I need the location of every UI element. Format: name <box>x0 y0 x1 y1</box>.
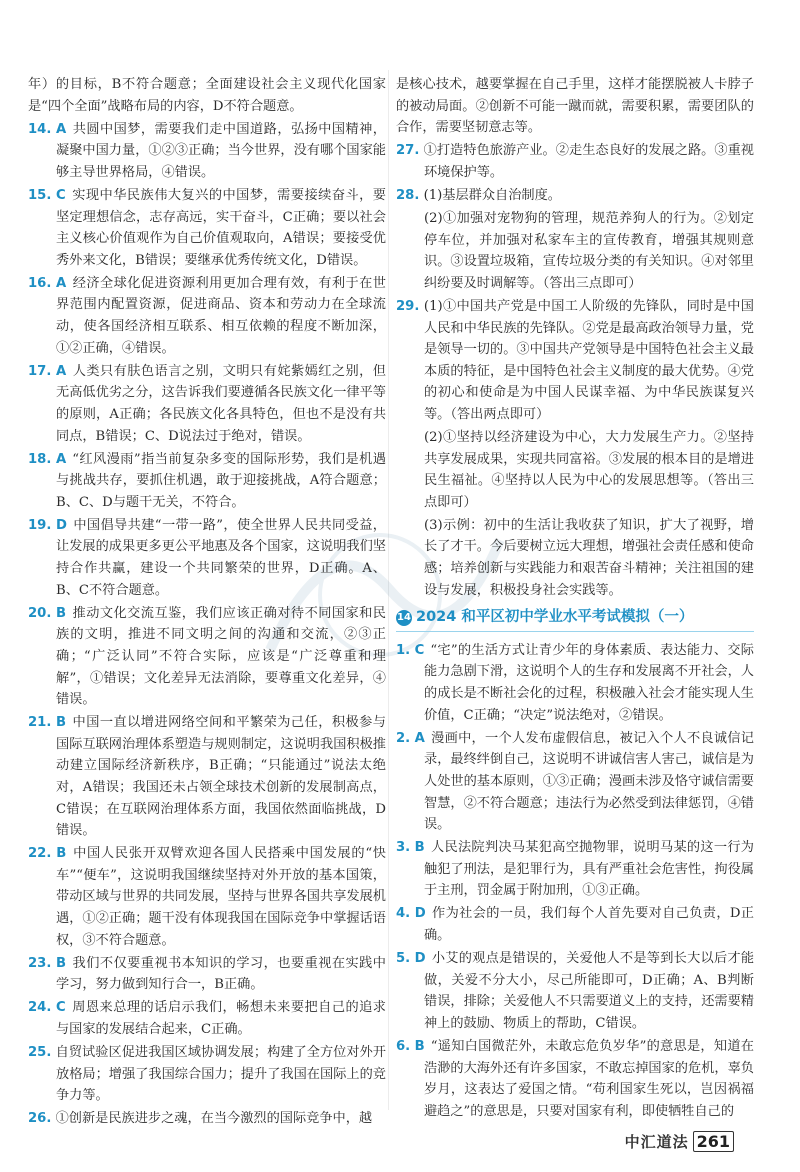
answer-subitem <box>424 208 754 294</box>
question-number: 2. <box>396 730 411 746</box>
answer-key: A <box>56 275 67 291</box>
explanation-text: 周恩来总理的话启示我们，畅想未来要把自己的追求与国家的发展结合起来，C正确。 <box>56 1000 386 1038</box>
explanation-text: 经济全球化促进资源利用更加合理有效，有利于在世界范围内配置资源，促进商品、资本和劳动力在全球流动，使各国经济相互联系、相互依赖的程度不断加深，①②正确，④错误。 <box>56 275 386 356</box>
answer-item <box>396 1036 754 1122</box>
page-number: 261 <box>693 1131 734 1152</box>
answer-key: B <box>56 955 67 971</box>
answer-key: C <box>414 642 425 658</box>
question-number: 29. <box>396 298 420 314</box>
continued-text <box>28 74 386 117</box>
answer-key: B <box>56 605 67 621</box>
continued-text <box>396 74 754 139</box>
answer-item <box>396 728 754 836</box>
answer-item <box>28 953 386 996</box>
answer-item <box>28 603 386 711</box>
answer-key: A <box>56 363 67 379</box>
explanation-text: “红风漫雨”指当前复杂多变的国际形势，我们是机遇与挑战共存，要抓住机遇，敢于迎接挑战，A符合题意；B、C、D与题干无关，不符合。 <box>56 451 386 510</box>
explanation-text: 实现中华民族伟大复兴的中国梦，需要接续奋斗，要坚定理想信念，志存高远，实干奋斗，C正确；要以社会主义核心价值观作为自己价值观取向，A错误；要接受优秀外来文化，B错误；要继承优秀传统文化，D错误。 <box>56 187 386 268</box>
explanation-text: 人民法院判决马某犯高空抛物罪，说明马某的这一行为触犯了刑法，是犯罪行为，具有严重社会危害性，拘役属于主刑，罚金属于附加刑，①③正确。 <box>424 840 754 899</box>
answer-item <box>28 1108 386 1130</box>
question-number: 28. <box>396 187 420 203</box>
question-number: 17. <box>28 363 52 379</box>
question-number: 26. <box>28 1111 52 1127</box>
answer-item <box>28 712 386 842</box>
explanation-text: 中国倡导共建“一带一路”，使全世界人民共同受益，让发展的成果更多更公平地惠及各个国家，这说明我们坚持合作共赢，建设一个共同繁荣的世界，D正确。A、B、C不符合题意。 <box>56 517 386 598</box>
explanation-text: 中国一直以增进网络空间和平繁荣为己任，积极参与国际互联网治理体系塑造与规则制定，这说明我国积极推动建立国际经济新秩序，B正确；“只能通过”说法太绝对，A错误；我国还未占领全球技术创新的发展制高点，C错误；在互联网治理体系方面，我国依然面临挑战，D错误。 <box>56 715 386 839</box>
explanation-text: 中国人民张开双臂欢迎各国人民搭乘中国发展的“快车”“便车”，这说明我国继续坚持对外开放的基本国策，带动区域与世界的共同发展，坚持与世界各国共享发展机遇，①②正确；题干没有体现我国在国际竞争中掌握话语权，③不符合题意。 <box>56 846 386 948</box>
answer-key: A <box>56 121 67 137</box>
answer-key: D <box>414 906 426 922</box>
answer-item <box>28 185 386 271</box>
explanation-text: ①创新是民族进步之魂，在当今激烈的国际竞争中，越 <box>55 1111 373 1127</box>
question-number: 18. <box>28 451 52 467</box>
explanation-text: “宅”的生活方式让青少年的身体素质、表达能力、交际能力急剧下滑，这说明个人的生存和发展离不开社会，人的成长是不断社会化的过程，积极融入社会才能实现人生价值，C正确；“决定”说法绝对，②错误。 <box>424 642 754 723</box>
explanation-text: 漫画中，一个人发布虚假信息，被记入个人不良诚信记录，最终绊倒自己，这说明不讲诚信害人害己，诚信是为人处世的基本原则，①③正确；漫画未涉及恪守诚信需要智慧，②不符合题意；违法行为必然受到法律惩罚，④错误。 <box>424 730 754 833</box>
section-title: 2024 和平区初中学业水平考试模拟（一） <box>416 609 694 626</box>
answer-subitem <box>424 515 754 601</box>
question-number: 6. <box>396 1039 411 1055</box>
question-number: 22. <box>28 846 52 862</box>
answer-item <box>396 140 754 183</box>
page-footer <box>625 1131 734 1152</box>
explanation-text: 作为社会的一员，我们每个人首先要对自己负责，D正确。 <box>424 906 754 944</box>
question-number: 23. <box>28 955 52 971</box>
question-number: 19. <box>28 517 52 533</box>
explanation-text: 人类只有肤色语言之别，文明只有姹紫嫣红之别，但无高低优劣之分，这告诉我们要遵循各民族文化一律平等的原则，A正确；各民族文化各具特色，但也不是没有共同点，B错误；C、D说法过于绝对，错误。 <box>56 363 386 444</box>
explanation-text: (1)基层群众自治制度。 <box>423 187 561 203</box>
answer-key: B <box>56 846 67 862</box>
explanation-text: 是核心技术，越要掌握在自己手里，这样才能摆脱被人卡脖子的被动局面。②创新不可能一蹴而就，需要积累，需要团队的合作，需要坚韧意志等。 <box>396 77 754 136</box>
explanation-text: (2)①坚持以经济建设为中心，大力发展生产力。②坚持共享发展成果，实现共同富裕。③发展的根本目的是增进民生福祉。④坚持以人民为中心的发展思想等。（答出三点即可） <box>424 430 754 510</box>
answer-key: D <box>414 951 426 967</box>
question-number: 4. <box>396 906 411 922</box>
answer-key: A <box>414 730 425 746</box>
answer-item <box>28 119 386 184</box>
left-column <box>28 74 386 1132</box>
section-heading <box>396 607 754 632</box>
answer-item <box>396 296 754 426</box>
answer-key: C <box>56 187 66 203</box>
explanation-text: 年）的目标，B不符合题意；全面建设社会主义现代化国家是“四个全面”战略布局的内容，D不符合题意。 <box>28 77 386 114</box>
question-number: 20. <box>28 605 52 621</box>
answer-key: A <box>56 451 67 467</box>
answer-item <box>28 843 386 951</box>
answer-item <box>396 837 754 902</box>
explanation-text: 小艾的观点是错误的，关爱他人不是等到长大以后才能做，关爱不分大小，尽己所能即可，D正确；A、B判断错误，排除；关爱他人不只需要道义上的支持，还需要精神上的鼓励、物质上的帮助，C错误。 <box>424 951 755 1031</box>
answer-subitem <box>424 427 754 513</box>
right-column <box>396 74 754 1124</box>
answer-item <box>28 1042 386 1107</box>
question-number: 14. <box>28 121 52 137</box>
answer-key: B <box>56 715 67 731</box>
question-number: 24. <box>28 1000 52 1016</box>
answer-item <box>396 948 754 1034</box>
answer-item <box>28 997 386 1040</box>
question-number: 1. <box>396 642 411 658</box>
answer-item <box>28 273 386 359</box>
explanation-text: 共圆中国梦，需要我们走中国道路，弘扬中国精神，凝聚中国力量，①②③正确；当今世界，没有哪个国家能够主导世界格局，④错误。 <box>56 121 386 180</box>
question-number: 16. <box>28 275 52 291</box>
answer-item <box>396 185 754 207</box>
explanation-text: ①打造特色旅游产业。②走生态良好的发展之路。③重视环境保护等。 <box>423 143 754 180</box>
answer-key: B <box>414 1039 425 1055</box>
answer-item <box>28 449 386 514</box>
question-number: 27. <box>396 143 420 159</box>
answer-item <box>28 361 386 447</box>
answer-item <box>396 640 754 726</box>
explanation-text: (2)①加强对宠物狗的管理，规范养狗人的行为。②划定停车位，并加强对私家车主的宣传教育，增强其规则意识。③设置垃圾箱，宣传垃圾分类的有关知识。④对邻里纠纷要及时调解等。（答出三点即可） <box>424 211 754 291</box>
explanation-text: 推动文化交流互鉴，我们应该正确对待不同国家和民族的文明，推进不同文明之间的沟通和交流，②③正确；“广泛认同”不符合实际，应该是“广泛尊重和理解”，①错误；文化差异无法消除，要尊重文化差异，④错误。 <box>56 605 386 708</box>
answer-key: C <box>56 1000 66 1016</box>
section-badge: 14 <box>396 610 412 626</box>
explanation-text: (3)示例：初中的生活让我收获了知识，扩大了视野，增长了才干。今后要树立远大理想，增强社会责任感和使命感；培养创新与实践能力和艰苦奋斗精神；关注祖国的建设与发展，积极投身社会实践等。 <box>424 517 754 598</box>
question-number: 3. <box>396 840 411 856</box>
answer-item <box>396 903 754 946</box>
explanation-text: “遥知白国微茫外，未敢忘危负岁华”的意思是，知道在浩渺的大海外还有许多国家，不敢忘掉国家的危机，辜负岁月，这表达了爱国之情。“苟利国家生死以，岂因祸福避趋之”的意思是，只要对国家有利，即使牺牲自己的 <box>424 1039 754 1119</box>
answer-key: D <box>55 517 67 533</box>
explanation-text: 自贸试验区促进我国区域协调发展；构建了全方位对外开放格局；增强了我国综合国力；提升了我国在国际上的竞争力等。 <box>55 1045 386 1104</box>
footer-brand: 中汇道法 <box>624 1133 689 1151</box>
question-number: 15. <box>28 187 52 203</box>
explanation-text: 我们不仅要重视书本知识的学习，也要重视在实践中学习，努力做到知行合一，B正确。 <box>56 955 386 993</box>
answer-key: B <box>414 840 425 856</box>
question-number: 5. <box>396 951 411 967</box>
explanation-text: (1)①中国共产党是中国工人阶级的先锋队，同时是中国人民和中华民族的先锋队。②党是最高政治领导力量，党是领导一切的。③中国共产党领导是中国特色社会主义最本质的特征，是中国特色社会主义制度的最大优势。④党的初心和使命是为中国人民谋幸福、为中华民族谋复兴等。（答出两点即可） <box>423 298 754 422</box>
question-number: 25. <box>28 1045 52 1061</box>
answer-item <box>28 515 386 601</box>
question-number: 21. <box>28 715 52 731</box>
